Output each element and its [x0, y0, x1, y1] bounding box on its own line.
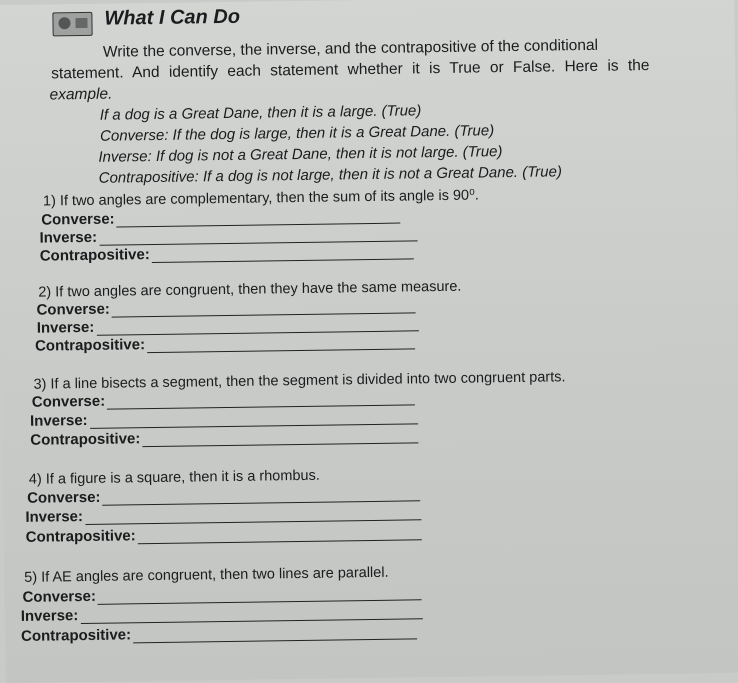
- inverse-label: Inverse:: [29, 411, 88, 430]
- item-3-contrapositive: [30, 426, 418, 448]
- example-contrapositive: Contrapositive: If a dog is not large, then it is not a Great Dane. (True): [98, 163, 563, 187]
- contrapositive-label: Contrapositive:: [39, 246, 150, 265]
- instructions-line-1: Write the converse, the inverse, and the contrapositive of the conditional: [102, 36, 599, 61]
- answer-line[interactable]: [138, 527, 422, 544]
- answer-line[interactable]: [147, 336, 415, 353]
- item-4-statement: 4) If a figure is a square, then it is a rhombus.: [28, 467, 320, 488]
- contrapositive-label: Contrapositive:: [30, 430, 141, 449]
- item-1-statement: 1) If two angles are complementary, then the sum of its angle is 90⁰.: [42, 187, 480, 210]
- activity-icon: [52, 12, 92, 37]
- converse-label: Converse:: [41, 210, 115, 229]
- item-5-inverse: [21, 602, 423, 625]
- item-5-contrapositive: [21, 622, 417, 645]
- answer-line[interactable]: [80, 606, 422, 624]
- contrapositive-label: Contrapositive:: [20, 626, 132, 645]
- contrapositive-label: Contrapositive:: [34, 336, 146, 355]
- item-4-inverse: [25, 503, 421, 526]
- converse-label: Converse:: [31, 392, 106, 411]
- example-inverse: Inverse: If dog is not a Great Dane, then it is not large. (True): [98, 143, 503, 166]
- inverse-label: Inverse:: [39, 228, 98, 247]
- example-statement: If a dog is a Great Dane, then it is a large. (True): [99, 102, 422, 124]
- answer-line[interactable]: [85, 507, 421, 525]
- instructions-line-2: statement. And identify each statement whether it is True or False. Here is the: [51, 57, 650, 83]
- converse-label: Converse:: [27, 488, 101, 507]
- answer-line[interactable]: [133, 626, 417, 643]
- answer-line[interactable]: [152, 246, 414, 263]
- inverse-label: Inverse:: [20, 607, 79, 625]
- page-title: What I Can Do: [104, 5, 241, 30]
- item-4-contrapositive: [26, 523, 422, 546]
- contrapositive-label: Contrapositive:: [25, 527, 136, 546]
- converse-label: Converse:: [36, 300, 110, 319]
- answer-line[interactable]: [142, 430, 418, 447]
- item-5-statement: 5) If AE angles are congruent, then two lines are parallel.: [24, 564, 389, 586]
- converse-label: Converse:: [22, 587, 96, 606]
- instructions-line-3: example.: [49, 85, 113, 104]
- item-3-statement: 3) If a line bisects a segment, then the segment is divided into two congruent parts.: [33, 369, 566, 393]
- inverse-label: Inverse:: [36, 318, 95, 337]
- item-2-statement: 2) If two angles are congruent, then they have the same measure.: [38, 278, 462, 301]
- example-converse: Converse: If the dog is large, then it is a Great Dane. (True): [99, 122, 495, 145]
- inverse-label: Inverse:: [25, 508, 84, 526]
